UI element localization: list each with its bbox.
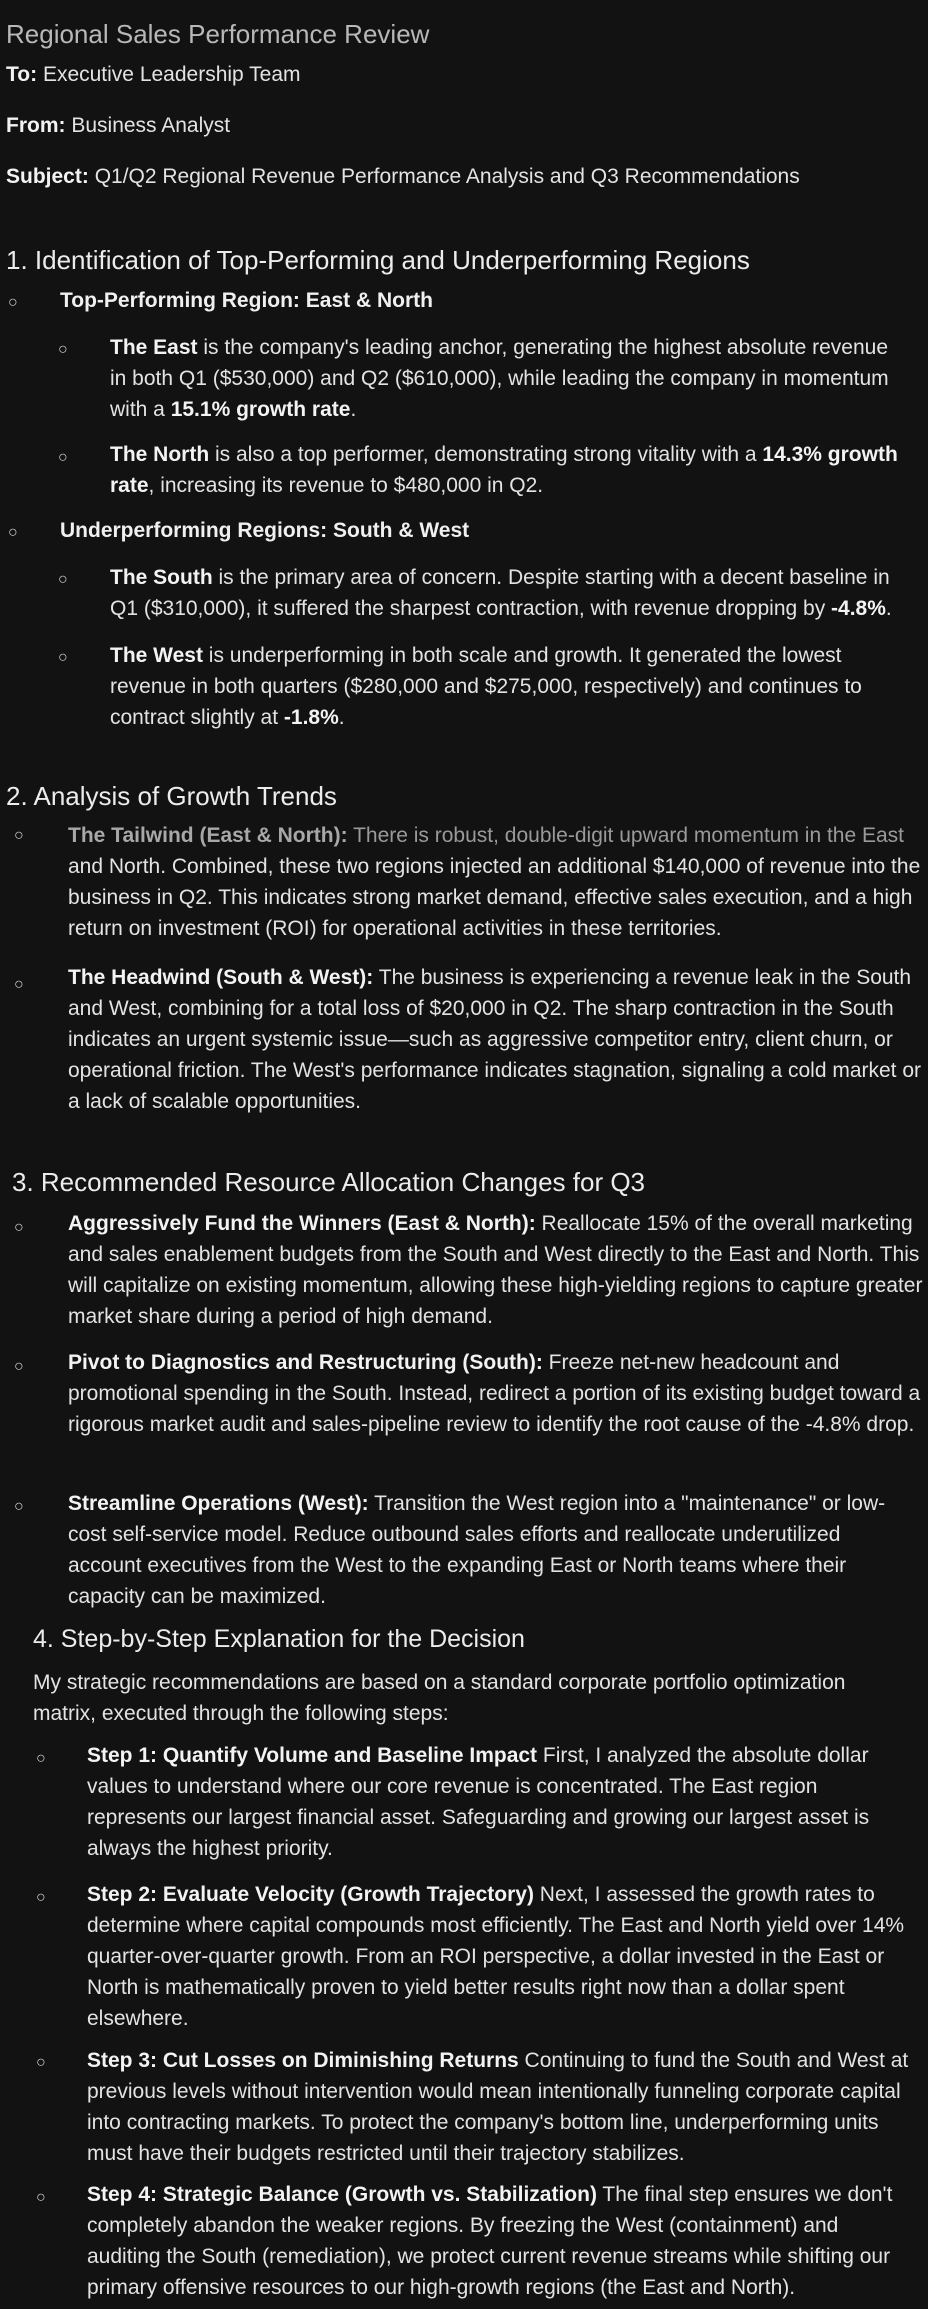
- subject-label: Subject:: [6, 165, 89, 188]
- tailwind-paragraph: The Tailwind (East & North): There is robust, double-digit upward momentum in the East and North. Combined, these two regions injected an additional $140,000 of revenue into the business in Q2. This indicates strong market demand, effective sales execution, and a high return on investment (ROI) for operational activities in these territories.: [68, 824, 921, 940]
- bullet-icon: ○: [58, 571, 68, 588]
- bullet-icon: ○: [14, 976, 24, 993]
- to-label: To:: [6, 63, 38, 86]
- bullet-icon: ○: [36, 1889, 46, 1906]
- section4-intro: My strategic recommendations are based on a standard corporate portfolio optimization matrix, executed through the following steps:: [33, 1671, 846, 1725]
- bullet-icon: ○: [8, 524, 18, 541]
- headwind-paragraph: The Headwind (South & West): The business is experiencing a revenue leak in the South and West, combining for a total loss of $20,000 in Q2. The sharp contraction in the South indicates an urgent systemic issue—such as aggressive competitor entry, client churn, or operational friction. The West's performance indicates stagnation, signaling a cold market or a lack of scalable opportunities.: [68, 966, 922, 1113]
- from-value: Business Analyst: [71, 114, 231, 137]
- section2-heading: 2. Analysis of Growth Trends: [6, 781, 337, 811]
- underperforming-heading: Underperforming Regions: South & West: [60, 519, 470, 542]
- to-line: [6, 60, 301, 90]
- bullet-icon: ○: [36, 2189, 46, 2206]
- step2-paragraph: Step 2: Evaluate Velocity (Growth Trajectory) Next, I assessed the growth rates to determine where capital compounds most efficiently. The East and North yield over 14% quarter-over-quarter growth. From an ROI perspective, a dollar invested in the East or North is mathematically proven to yield better results right now than a dollar spent elsewhere.: [87, 1883, 905, 2030]
- step4-paragraph: Step 4: Strategic Balance (Growth vs. Stabilization) The final step ensures we don't completely abandon the weaker regions. By freezing the West (containment) and auditing the South (remediation), we protect current revenue streams while shifting our primary offensive resources to our high-growth regions (the East and North).: [87, 2183, 893, 2299]
- streamline-paragraph: Streamline Operations (West): Transition the West region into a "maintenance" or low-cost self-service model. Reduce outbound sales efforts and reallocate underutilized account executives from the West to the expanding East or North teams where their capacity can be maximized.: [68, 1492, 886, 1608]
- section3-heading: 3. Recommended Resource Allocation Changes for Q3: [12, 1167, 646, 1197]
- section1-heading: 1. Identification of Top-Performing and Underperforming Regions: [6, 245, 750, 275]
- step1-paragraph: Step 1: Quantify Volume and Baseline Impact First, I analyzed the absolute dollar values to understand where our core revenue is concentrated. The East region represents our largest financial asset. Safeguarding and growing our largest asset is always the highest priority.: [87, 1744, 870, 1860]
- west-paragraph: The West is underperforming in both scale and growth. It generated the lowest revenue in both quarters ($280,000 and $275,000, respectively) and continues to contract slightly at -1.8%.: [110, 644, 862, 729]
- to-value: Executive Leadership Team: [42, 63, 301, 86]
- document-title: Regional Sales Performance Review: [6, 19, 430, 49]
- top-performing-heading: Top-Performing Region: East & North: [60, 289, 433, 312]
- bullet-icon: ○: [36, 1750, 46, 1767]
- from-line: [6, 111, 230, 141]
- bullet-icon: ○: [8, 294, 18, 311]
- bullet-icon: ○: [14, 1219, 24, 1236]
- winners-paragraph: Aggressively Fund the Winners (East & North): Reallocate 15% of the overall marketing and sales enablement budgets from the South and West directly to the East and North. This will capitalize on existing momentum, allowing these high-yielding regions to capture greater market share during a period of high demand.: [68, 1212, 923, 1328]
- east-paragraph: The East is the company's leading anchor, generating the highest absolute revenue in both Q1 ($530,000) and Q2 ($610,000), while leading the company in momentum with a 15.1% growth rate.: [110, 336, 889, 421]
- bullet-icon: ○: [14, 1358, 24, 1375]
- subject-line: [6, 162, 800, 192]
- from-label: From:: [6, 114, 66, 137]
- bullet-icon: ○: [14, 827, 24, 844]
- bullet-icon: ○: [58, 449, 68, 466]
- bullet-icon: ○: [14, 1498, 24, 1515]
- section4-heading: 4. Step-by-Step Explanation for the Decision: [33, 1625, 525, 1653]
- step3-paragraph: Step 3: Cut Losses on Diminishing Returns Continuing to fund the South and West at previous levels without intervention would mean intentionally funneling corporate capital into contracting markets. To protect the company's bottom line, underperforming units must have their budgets restricted until their trajectory stabilizes.: [87, 2049, 909, 2165]
- bullet-icon: ○: [36, 2054, 46, 2071]
- bullet-icon: ○: [58, 341, 68, 358]
- north-paragraph: The North is also a top performer, demonstrating strong vitality with a 14.3% growth rate, increasing its revenue to $480,000 in Q2.: [110, 443, 898, 497]
- bullet-icon: ○: [58, 649, 68, 666]
- pivot-paragraph: Pivot to Diagnostics and Restructuring (South): Freeze net-new headcount and promotional spending in the South. Instead, redirect a portion of its existing budget toward a rigorous market audit and sales-pipeline review to identify the root cause of the -4.8% drop.: [68, 1351, 921, 1436]
- south-paragraph: The South is the primary area of concern. Despite starting with a decent baseline in Q1 ($310,000), it suffered the sharpest contraction, with revenue dropping by -4.8%.: [110, 566, 892, 620]
- subject-value: Q1/Q2 Regional Revenue Performance Analysis and Q3 Recommendations: [94, 165, 800, 188]
